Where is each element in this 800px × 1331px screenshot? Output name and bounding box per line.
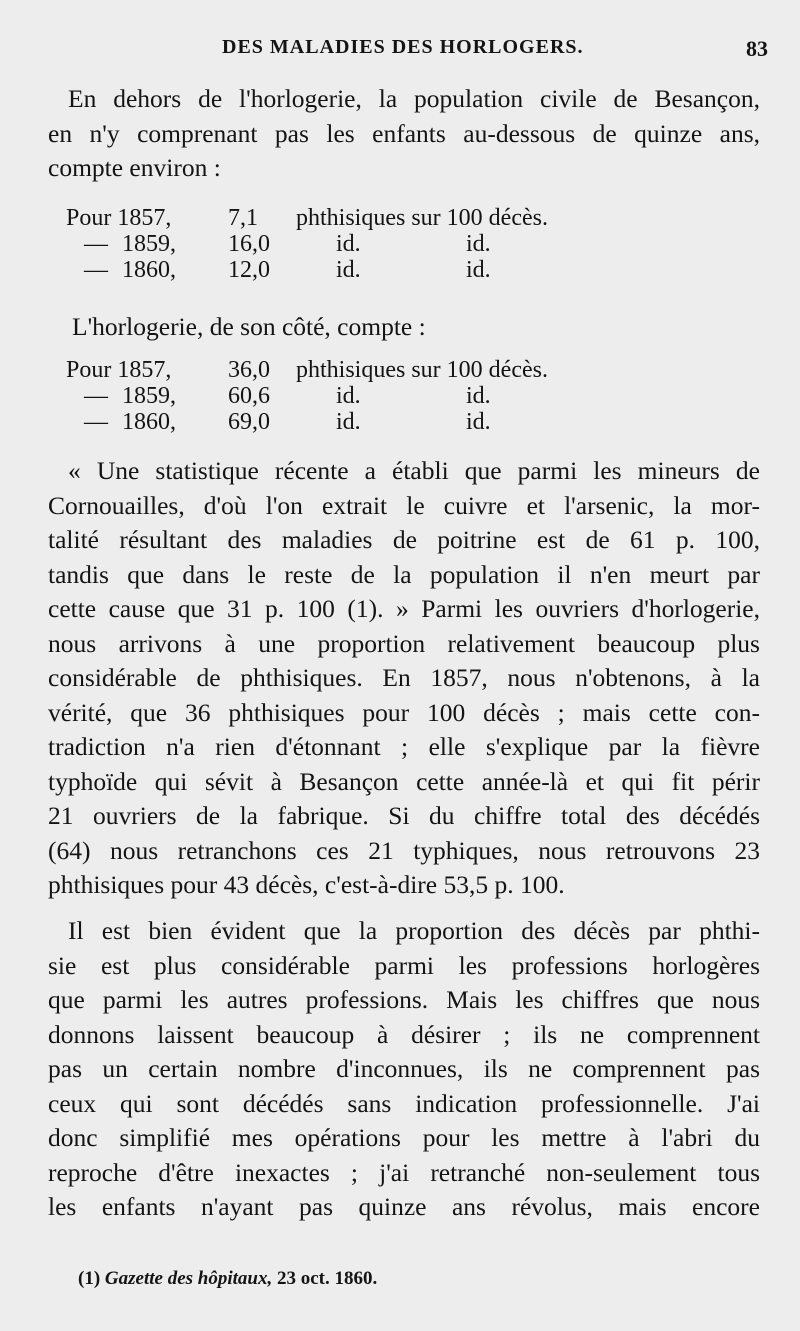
page-number: 83 <box>746 36 768 61</box>
row-value: 69,0 <box>228 409 270 435</box>
row-id: id. <box>336 257 361 283</box>
row-value: 12,0 <box>228 257 270 283</box>
row-dash: — <box>84 409 108 435</box>
row-label: Pour 1857, <box>66 357 172 383</box>
text-line: compte environ : <box>48 153 221 182</box>
paragraph-mortality <box>48 454 760 903</box>
footnote <box>78 1268 377 1290</box>
footnote-marker: (1) <box>78 1268 101 1289</box>
row-value: 16,0 <box>228 231 270 257</box>
running-title: DES MALADIES DES HORLOGERS. <box>222 36 584 58</box>
text-line: tandis que dans le reste de la population il n'en meurt par <box>48 559 760 589</box>
text-line: vérité, que 36 phthisiques pour 100 décès ; mais cette con- <box>48 697 760 727</box>
text-line: « Une statistique récente a établi que parmi les mineurs de <box>68 456 760 485</box>
text-line: nous arrivons à une proportion relativement beaucoup plus <box>48 628 760 658</box>
row-dash: — <box>84 257 108 283</box>
text-line: que parmi les autres professions. Mais les chiffres que nous <box>48 985 760 1014</box>
text-line: pas un certain nombre d'inconnues, ils ne comprennent pas <box>48 1054 760 1083</box>
row-dash: — <box>84 231 108 257</box>
text-line: typhoïde qui sévit à Besançon cette année-là et qui fit périr <box>48 766 760 796</box>
text-line: reproche d'être inexactes ; j'ai retranché non-seulement tous <box>48 1157 760 1187</box>
horlogerie-intro-line: L'horlogerie, de son côté, compte : <box>72 312 426 341</box>
text-line: les enfants n'ayant pas quinze ans révolus, mais encore <box>48 1192 760 1221</box>
row-year: 1859, <box>122 383 176 409</box>
row-id: id. <box>466 257 491 283</box>
text-line: Il est bien évident que la proportion des décès par phthi- <box>68 916 760 945</box>
text-line: Cornouailles, d'où l'on extrait le cuivre et l'arsenic, la mor- <box>48 490 760 520</box>
text-line: sie est plus considérable parmi les professions horlogères <box>48 950 760 980</box>
text-line: phthisiques pour 43 décès, c'est-à-dire 53,5 p. 100. <box>48 870 565 899</box>
row-value: 36,0 <box>228 357 270 383</box>
row-desc: phthisiques sur 100 décès. <box>296 357 548 383</box>
text-line: (64) nous retranchons ces 21 typhiques, nous retrouvons 23 <box>48 835 760 865</box>
text-line: tradiction n'a rien d'étonnant ; elle s'explique par la fièvre <box>48 732 760 761</box>
row-id: id. <box>466 231 491 257</box>
row-id: id. <box>466 409 491 435</box>
text-line: cette cause que 31 p. 100 (1). » Parmi les ouvriers d'horlogerie, <box>48 594 760 623</box>
row-value: 60,6 <box>228 383 270 409</box>
text-line: donnons laissent beaucoup à désirer ; ils ne comprennent <box>48 1019 760 1049</box>
intro-paragraph <box>48 82 760 186</box>
text-line: ceux qui sont décédés sans indication professionnelle. J'ai <box>48 1088 760 1118</box>
row-value: 7,1 <box>228 205 258 231</box>
footnote-date: 23 oct. 1860. <box>276 1268 378 1289</box>
row-id: id. <box>336 409 361 435</box>
text-line: considérable de phthisiques. En 1857, nous n'obtenons, à la <box>48 663 760 692</box>
text-line: 21 ouvriers de la fabrique. Si du chiffre total des décédés <box>48 801 760 830</box>
page-header <box>0 36 800 66</box>
text-line: donc simplifié mes opérations pour les mettre à l'abri du <box>48 1123 760 1152</box>
text-line: En dehors de l'horlogerie, la population civile de Besançon, <box>68 84 760 113</box>
paragraph-phthisie <box>48 914 760 1225</box>
row-id: id. <box>336 383 361 409</box>
row-year: 1860, <box>122 257 176 283</box>
row-year: 1859, <box>122 231 176 257</box>
text-line: talité résultant des maladies de poitrine est de 61 p. 100, <box>48 525 760 554</box>
row-desc: phthisiques sur 100 décès. <box>296 205 548 231</box>
row-label: Pour 1857, <box>66 205 172 231</box>
row-year: 1860, <box>122 409 176 435</box>
row-id: id. <box>466 383 491 409</box>
row-id: id. <box>336 231 361 257</box>
footnote-source: Gazette des hôpitaux, <box>104 1268 273 1289</box>
row-dash: — <box>84 383 108 409</box>
text-line: en n'y comprenant pas les enfants au-dessous de quinze ans, <box>48 118 760 148</box>
